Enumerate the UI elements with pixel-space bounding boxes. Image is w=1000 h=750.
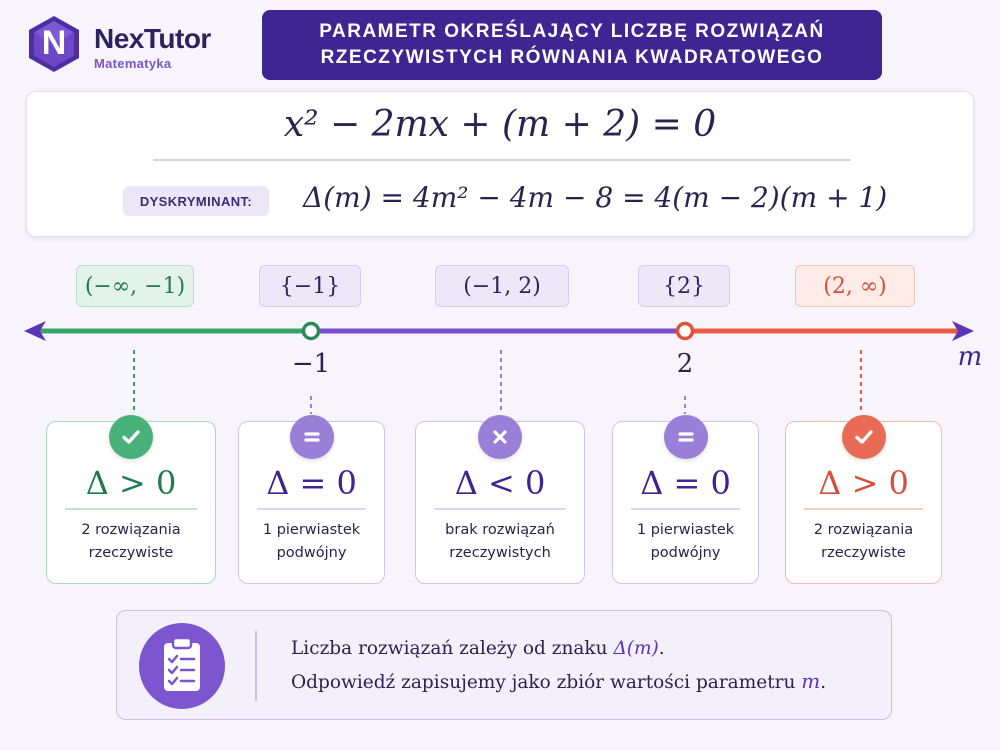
discriminant-label: DYSKRYMINANT: [123,186,269,216]
equation-card [26,91,974,237]
note-line-2 [291,665,826,699]
equals-icon [664,415,708,459]
case-desc-line-2: rzeczywiste [88,545,174,561]
quadratic-equation [27,104,973,145]
brand-name: NexTutor [94,23,211,54]
point-minus-one [304,324,319,339]
case-formula: Δ < 0 [454,464,546,502]
discriminant-formula: Δ(m) = 4m² − 4m − 8 = 4(m − 2)(m + 1) [303,181,888,214]
case-description [422,519,578,565]
interval-chip-4: {2} [638,265,730,307]
case-description [245,519,378,565]
case-card-1 [46,421,216,584]
check-icon [109,415,153,459]
point-label-minus-one: −1 [291,349,331,379]
case-desc-line-1: brak rozwiązań [445,522,555,538]
case-description [619,519,752,565]
equation-text: x² − 2mx + (m + 2) = 0 [283,104,717,145]
note-line-2-math: m [801,669,821,693]
number-line [0,310,1000,420]
case-card-3 [415,421,585,584]
case-divider [434,508,566,510]
cross-icon [478,415,522,459]
interval-chip-2: {−1} [259,265,361,307]
case-card-4 [612,421,759,584]
case-description [792,519,935,565]
interval-chip-1: (−∞, −1) [76,265,194,307]
note-line-1 [291,633,826,665]
note-line-1-text: Liczba rozwiązań zależy od znaku [291,638,614,659]
note-line-2-end: . [820,672,827,693]
case-divider [257,508,366,510]
case-desc-line-1: 2 rozwiązania [81,522,181,538]
case-desc-line-1: 1 pierwiastek [636,522,735,538]
summary-note [116,610,892,720]
case-divider [804,508,923,510]
case-desc-line-2: rzeczywiste [821,545,906,561]
case-divider [631,508,740,510]
point-two [678,324,693,339]
check-icon [842,415,886,459]
title-line-2: RZECZYWISTYCH RÓWNANIA KWADRATOWEGO [320,47,824,68]
case-desc-line-2: rzeczywistych [449,545,551,561]
logo-letter: N [41,24,67,62]
title-banner [262,10,882,80]
note-line-1-end: . [658,638,665,659]
point-label-two: 2 [676,349,694,379]
note-line-2-text: Odpowiedź zapisujemy jako zbiór wartości parametru [291,672,802,693]
brand-subtitle: Matematyka [94,56,172,71]
case-desc-line-2: podwójny [276,545,347,561]
axis-variable-label: m [957,342,983,372]
case-card-5 [785,421,942,584]
case-card-2 [238,421,385,584]
note-text [291,633,826,699]
case-formula: Δ = 0 [266,464,357,502]
case-divider [65,508,197,510]
clipboard-checklist-icon [139,623,225,709]
brand [94,24,211,71]
interval-chip-3: (−1, 2) [435,265,569,307]
equals-icon [290,415,334,459]
case-formula: Δ > 0 [85,464,177,502]
interval-chip-5: (2, ∞) [795,265,915,307]
case-desc-line-1: 1 pierwiastek [262,522,361,538]
equation-divider [153,159,851,161]
note-line-1-math: Δ(m) [613,638,659,659]
note-divider [255,631,257,701]
case-desc-line-2: podwójny [650,545,721,561]
case-formula: Δ = 0 [640,464,731,502]
case-formula: Δ > 0 [818,464,909,502]
case-description [53,519,209,565]
title-line-1: PARAMETR OKREŚLAJĄCY LICZBĘ ROZWIĄZAŃ [319,21,825,42]
case-desc-line-1: 2 rozwiązania [813,522,914,538]
